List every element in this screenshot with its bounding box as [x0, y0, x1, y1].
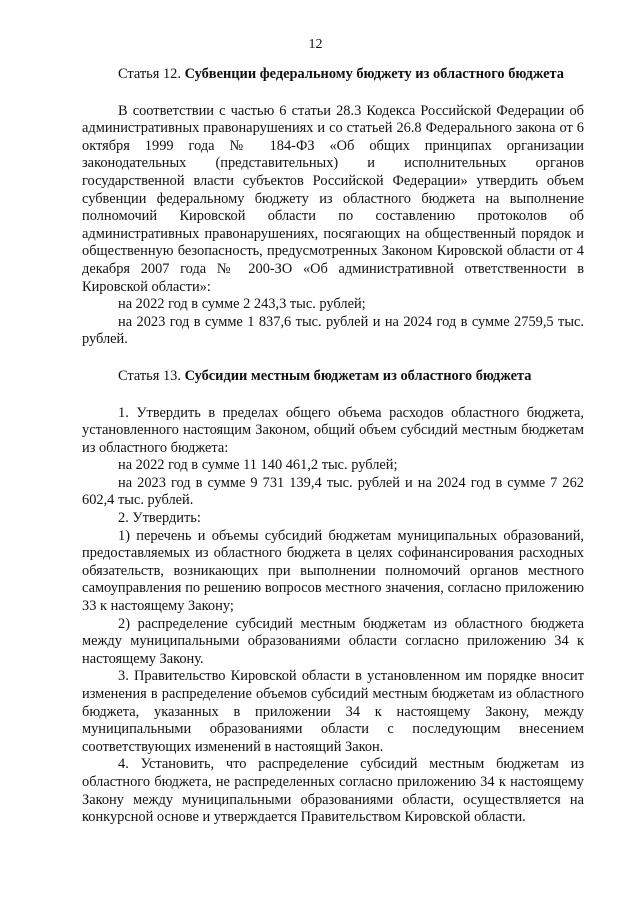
- article-13-paragraph: на 2022 год в сумме 11 140 461,2 тыс. рублей;: [118, 457, 398, 474]
- document-body: [82, 66, 584, 827]
- article-13-paragraph: на 2023 год в сумме 9 731 139,4 тыс. рублей и на 2024 год в сумме 7 262 602,4 тыс. рублей.: [82, 474, 584, 509]
- article-13-paragraph: 4. Установить, что распределение субсидий местным бюджетам из областного бюджета, не распределенных согласно приложению 34 к настоящему Закону между муниципальными образованиями области, осуществляется на конкурсной основе и утверждается Правительством Кировской области.: [82, 756, 584, 826]
- article-12-title: Субвенции федеральному бюджету из областного бюджета: [184, 66, 564, 82]
- article-13-paragraph: 2. Утвердить:: [118, 510, 201, 527]
- article-13-heading: [82, 368, 584, 386]
- article-13-paragraph: 1) перечень и объемы субсидий бюджетам муниципальных образований, предоставляемых из областного бюджета в целях софинансирования расходных обязательств, возникающих при выполнении полномочий органов местного самоуправления по решению вопросов местного значения, согласно приложению 33 к настоящему Закону;: [82, 527, 584, 615]
- page-number: 12: [308, 37, 323, 52]
- article-13-title: Субсидии местным бюджетам из областного бюджета: [184, 367, 532, 384]
- article-12-paragraph: на 2023 год в сумме 1 837,6 тыс. рублей и на 2024 год в сумме 2759,5 тыс. рублей.: [82, 313, 584, 348]
- article-12: [82, 66, 584, 349]
- article-13: [82, 368, 584, 827]
- article-13-paragraph: 3. Правительство Кировской области в установленном им порядке вносит изменения в распределение объемов субсидий местным бюджетам из областного бюджета, указанных в приложении 34 к настоящему Закону, между муниципальными образованиями области с последующим внесением соответствующих изменений в настоящий Закон.: [82, 668, 584, 755]
- article-12-paragraph: В соответствии с частью 6 статьи 28.3 Кодекса Российской Федерации об административных правонарушениях и со статьей 26.8 Федерального закона от 6 октября 1999 года № 184-ФЗ «Об общих принципах организации законодательных (представительных) и исполнительных органов государственной власти субъектов Российской Федерации» утвердить объем субвенции федеральному бюджету из областного бюджета на выполнение полномочий Кировской области по составлению протоколов об административных правонарушениях, посягающих на общественный порядок и общественную безопасность, предусмотренных Законом Кировской области от 4 декабря 2007 года № 200-ЗО «Об административной ответственности в Кировской области»:: [82, 102, 584, 295]
- article-13-paragraph: 1. Утвердить в пределах общего объема расходов областного бюджета, установленного настоящим Законом, общий объем субсидий местным бюджетам из областного бюджета:: [82, 404, 584, 456]
- article-13-paragraph: 2) распределение субсидий местным бюджетам из областного бюджета между муниципальными образованиями области согласно приложению 34 к настоящему Закону.: [82, 615, 584, 667]
- article-13-label: Статья 13.: [118, 367, 181, 384]
- article-12-label: Статья 12.: [118, 66, 181, 82]
- article-12-heading: [82, 66, 584, 84]
- article-12-paragraph: на 2022 год в сумме 2 243,3 тыс. рублей;: [118, 296, 366, 313]
